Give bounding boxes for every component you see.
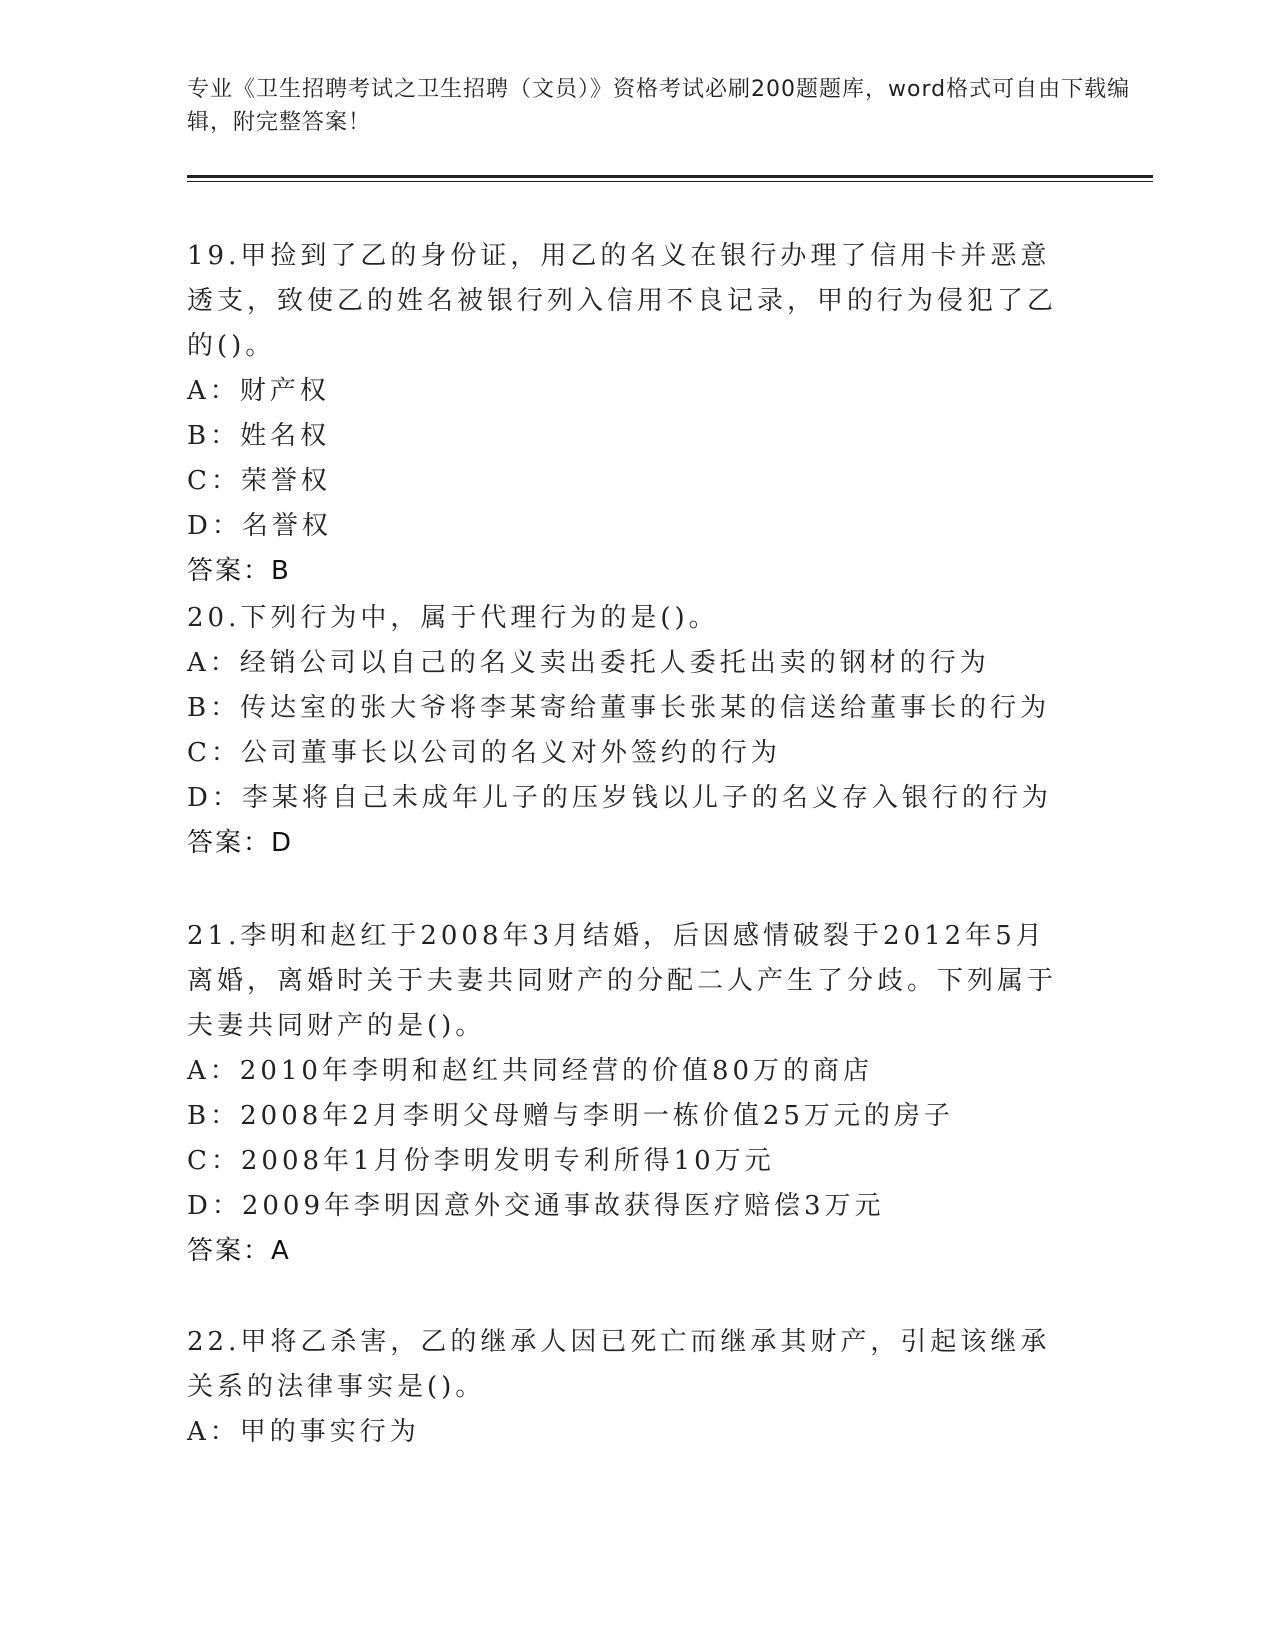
question-21 (187, 914, 1067, 1274)
option-c: C：2008年1月份李明发明专利所得10万元 (187, 1146, 775, 1176)
option-a: A：经销公司以自己的名义卖出委托人委托出卖的钢材的行为 (187, 648, 990, 678)
header-divider-thick (187, 175, 1153, 178)
question-20 (187, 596, 1067, 866)
option-c: C：荣誉权 (187, 466, 331, 496)
option-d: D：名誉权 (187, 511, 332, 541)
question-22 (187, 1320, 1067, 1455)
document-page (187, 0, 1147, 1650)
option-a: A：2010年李明和赵红共同经营的价值80万的商店 (187, 1056, 874, 1086)
option-a: A：甲的事实行为 (187, 1417, 420, 1447)
option-d: D：2009年李明因意外交通事故获得医疗赔偿3万元 (187, 1191, 885, 1221)
answer-label: 答案：D (187, 828, 294, 858)
option-b: B：2008年2月李明父母赠与李明一栋价值25万元的房子 (187, 1101, 954, 1131)
question-stem: 19.甲捡到了乙的身份证，用乙的名义在银行办理了信用卡并恶意透支，致使乙的姓名被银行列入信用不良记录，甲的行为侵犯了乙的()。 (187, 241, 1058, 361)
question-stem: 21.李明和赵红于2008年3月结婚，后因感情破裂于2012年5月离婚，离婚时关于夫妻共同财产的分配二人产生了分歧。下列属于夫妻共同财产的是()。 (187, 921, 1058, 1041)
option-c: C：公司董事长以公司的名义对外签约的行为 (187, 738, 781, 768)
question-stem: 22.甲将乙杀害，乙的继承人因已死亡而继承其财产，引起该继承关系的法律事实是()。 (187, 1327, 1051, 1402)
question-stem: 20.下列行为中，属于代理行为的是()。 (187, 603, 719, 633)
option-a: A：财产权 (187, 376, 330, 406)
answer-label: 答案：B (187, 556, 291, 586)
header-divider-thin (187, 181, 1153, 182)
option-d: D：李某将自己未成年儿子的压岁钱以儿子的名义存入银行的行为 (187, 783, 1052, 813)
answer-label: 答案：A (187, 1236, 291, 1266)
option-b: B：传达室的张大爷将李某寄给董事长张某的信送给董事长的行为 (187, 693, 1051, 723)
document-header: 专业《卫生招聘考试之卫生招聘（文员）》资格考试必刷200题题库，word格式可自由下载编辑，附完整答案！ (187, 77, 1131, 135)
option-b: B：姓名权 (187, 421, 331, 451)
question-19 (187, 234, 1067, 594)
